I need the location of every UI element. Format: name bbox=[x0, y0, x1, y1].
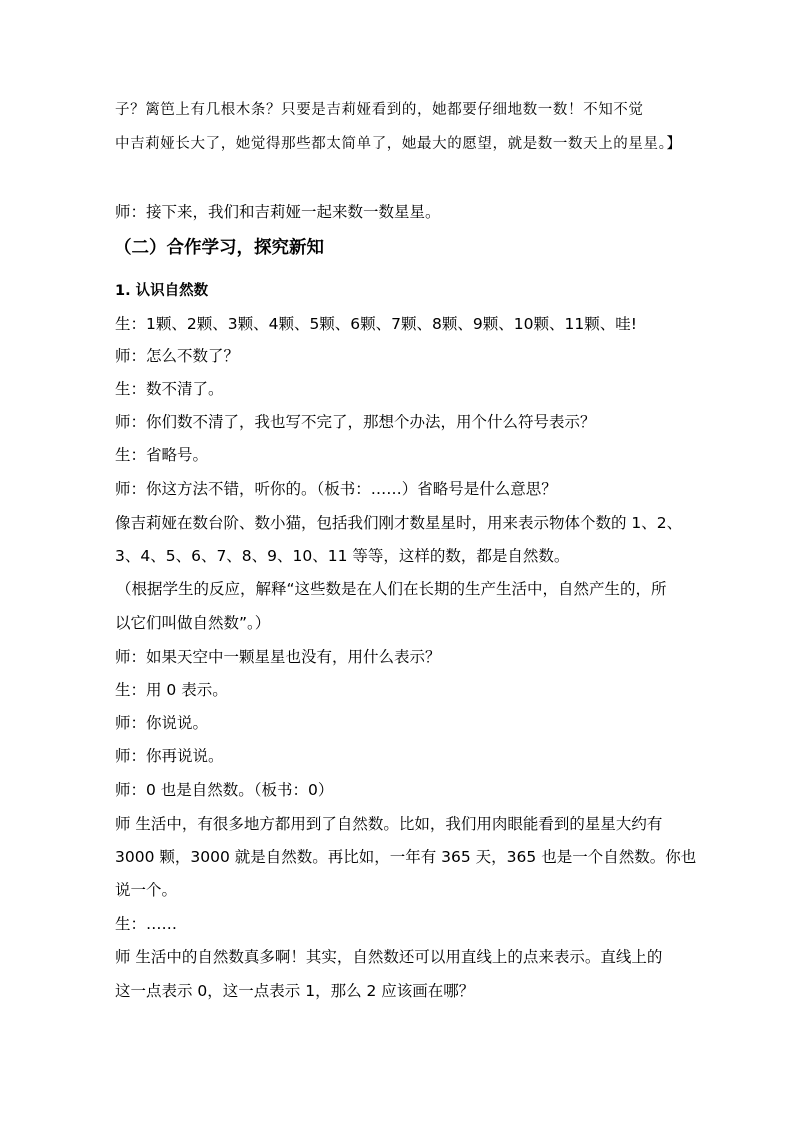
dialogue-line: 师：你这方法不错，听你的。（板书：……）省略号是什么意思？ bbox=[115, 480, 557, 498]
dialogue-line: 生：数不清了。 bbox=[115, 380, 224, 398]
dialogue-line: 生：1颗、2颗、3颗、4颗、5颗、6颗、7颗、8颗、9颗、10颗、11颗、哇! bbox=[115, 315, 637, 333]
subsection-heading: 1. 认识自然数 bbox=[115, 283, 209, 299]
dialogue-line: 师：怎么不数了？ bbox=[115, 347, 240, 365]
dialogue-line: 生：省略号。 bbox=[115, 446, 209, 464]
dialogue-line: 师：你们数不清了，我也写不完了，那想个办法，用个什么符号表示？ bbox=[115, 413, 596, 431]
section-heading: （二）合作学习，探究新知 bbox=[114, 238, 324, 258]
story-line-2: 中吉莉娅长大了，她觉得那些都太简单了，她最大的愿望，就是数一数天上的星星。】 bbox=[115, 136, 682, 152]
dialogue-line: 以它们叫做自然数”。） bbox=[115, 614, 271, 632]
story-line-1: 子？篱笆上有几根木条？只要是吉莉娅看到的，她都要仔细地数一数！不知不觉 bbox=[115, 102, 644, 118]
dialogue-line: 师：0 也是自然数。（板书：0） bbox=[115, 781, 334, 799]
dialogue-line: （根据学生的反应，解释“这些数是在人们在长期的生产生活中，自然产生的，所 bbox=[116, 580, 667, 598]
dialogue-line: 师：你再说说。 bbox=[115, 747, 224, 765]
dialogue-line: 这一点表示 0，这一点表示 1，那么 2 应该画在哪？ bbox=[115, 982, 475, 1000]
dialogue-line: 师 生活中的自然数真多啊！其实，自然数还可以用直线上的点来表示。直线上的 bbox=[115, 948, 663, 966]
dialogue-line: 3000 颗，3000 就是自然数。再比如，一年有 365 天，365 也是一个自然数。你也 bbox=[115, 848, 697, 866]
dialogue-line: 3、4、5、6、7、8、9、10、11 等等，这样的数，都是自然数。 bbox=[115, 547, 570, 565]
dialogue-line: 生：用 0 表示。 bbox=[115, 681, 228, 699]
dialogue-line: 像吉莉娅在数台阶、数小猫，包括我们刚才数星星时，用来表示物体个数的 1、2、 bbox=[115, 514, 683, 532]
intro-line: 师：接下来，我们和吉莉娅一起来数一数星星。 bbox=[115, 203, 441, 221]
dialogue-line: 说一个。 bbox=[115, 881, 178, 899]
dialogue-line: 师 生活中，有很多地方都用到了自然数。比如，我们用肉眼能看到的星星大约有 bbox=[115, 815, 663, 833]
dialogue-line: 师：你说说。 bbox=[115, 714, 209, 732]
dialogue-line: 师：如果天空中一颗星星也没有，用什么表示？ bbox=[115, 648, 441, 666]
dialogue-line: 生：…… bbox=[115, 915, 178, 933]
